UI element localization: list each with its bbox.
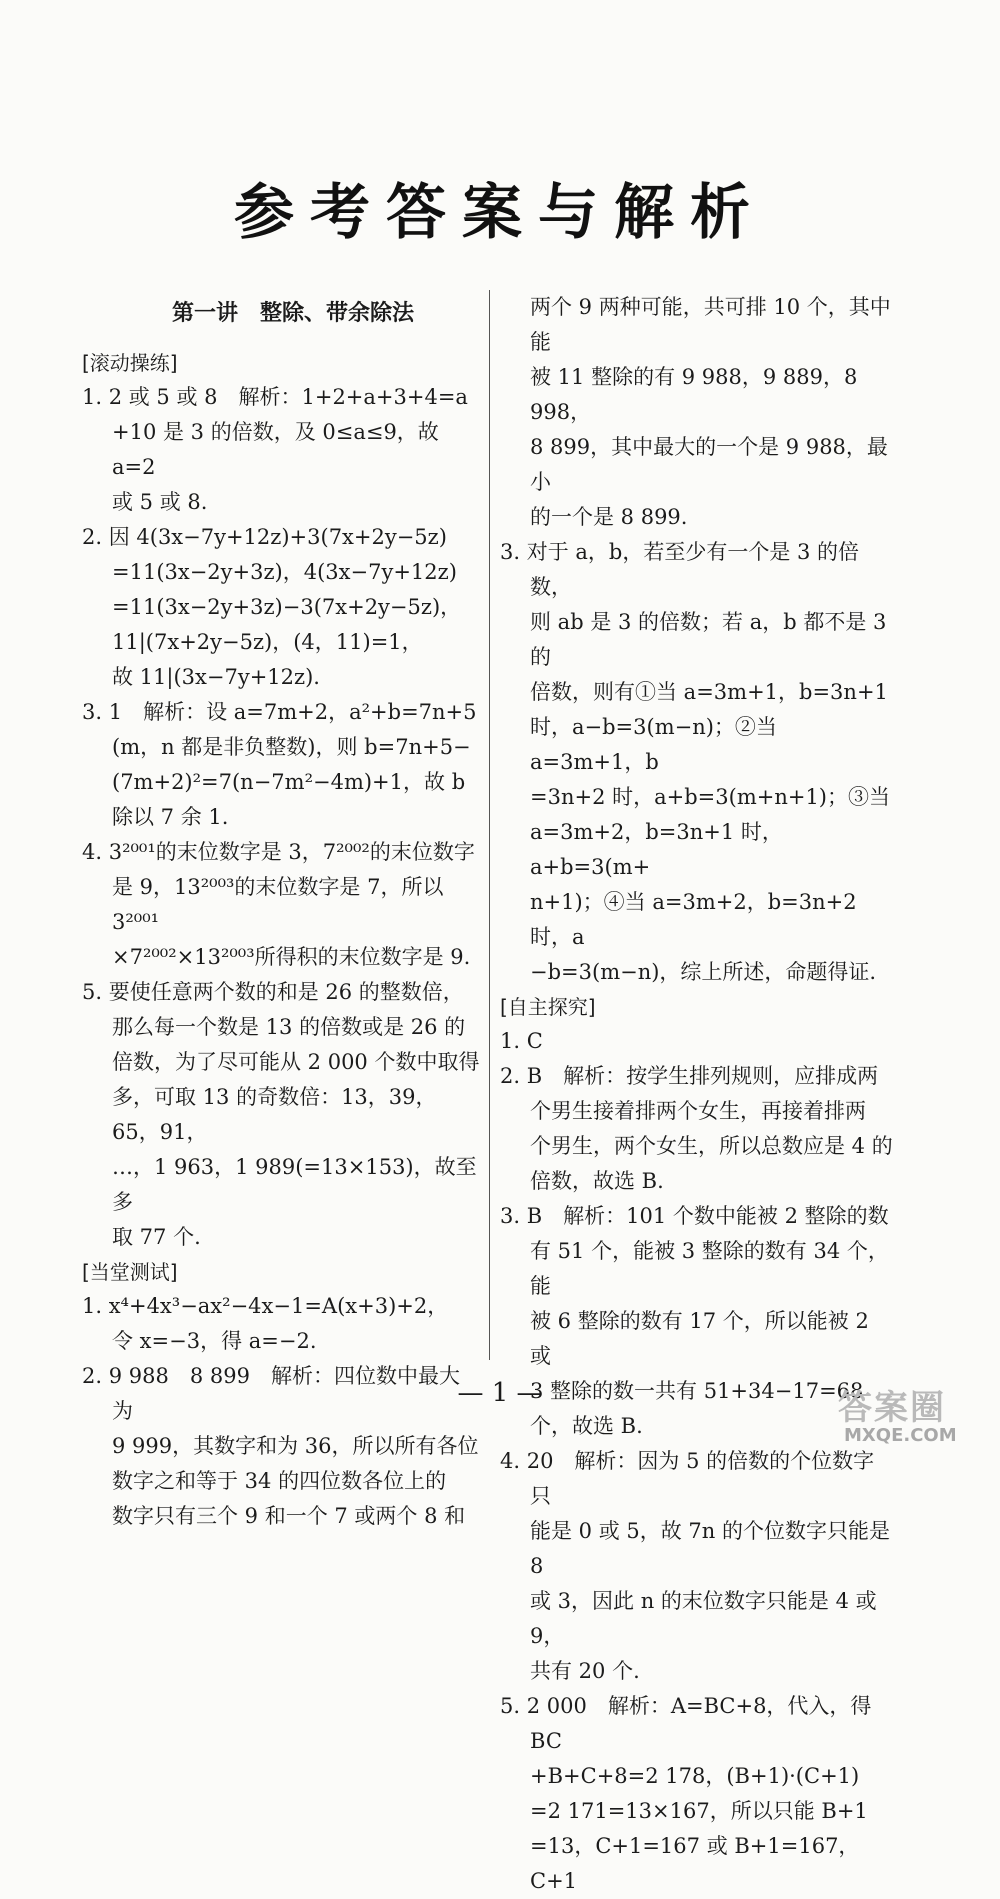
answer-item (500, 1059, 895, 1199)
answer-line: (7m+2)²=7(n−7m²−4m)+1，故 b (112, 770, 466, 794)
answer-line-first: 1. C (500, 1029, 543, 1053)
watermark-text: 答案圈 (838, 1388, 946, 1428)
left-column (82, 290, 480, 1534)
answer-line: 倍数，故选 B. (530, 1169, 664, 1193)
section-heading-rolling-practice: [滚动操练] (82, 351, 178, 375)
answer-line-first: 1. 2 或 5 或 8 解析：1+2+a+3+4=a (82, 385, 468, 409)
answer-line: +B+C+8=2 178，(B+1)·(C+1) (530, 1764, 860, 1788)
answer-line-first: 5. 要使任意两个数的和是 26 的整数倍， (82, 980, 464, 1004)
answer-list-self-exploration (500, 1024, 895, 1899)
answer-line: n+1)；④当 a=3m+2，b=3n+2 时，a (530, 890, 857, 949)
answer-line: 8 899，其中最大的一个是 9 988，最小 (530, 435, 888, 494)
answer-line: 被 6 整除的数有 17 个，所以能被 2 或 (530, 1309, 869, 1368)
answer-item (82, 380, 480, 520)
answer-line: 故 11|(3x−7y+12z). (112, 665, 320, 689)
answer-line: 两个 9 两种可能，共可排 10 个，其中能 (530, 295, 891, 354)
section-heading-self-exploration: [自主探究] (500, 995, 596, 1019)
answer-line-first: 3. 1 解析：设 a=7m+2，a²+b=7n+5 (82, 700, 477, 724)
answer-item (500, 1024, 895, 1059)
answer-item (82, 695, 480, 835)
answer-line: 11|(7x+2y−5z)，(4，11)=1， (112, 630, 423, 654)
answer-line: 个男生，两个女生，所以总数应是 4 的 (530, 1134, 893, 1158)
page-number: — 1 — (457, 1378, 543, 1408)
answer-line: 的一个是 8 899. (530, 505, 688, 529)
answer-line: 倍数，为了尽可能从 2 000 个数中取得 (112, 1050, 480, 1074)
answer-line: 是 9，13²⁰⁰³的末位数字是 7，所以 3²⁰⁰¹ (112, 875, 444, 934)
answer-line-first: 4. 20 解析：因为 5 的倍数的个位数字只 (500, 1449, 875, 1508)
answer-line: =11(3x−2y+3z)−3(7x+2y−5z)， (112, 595, 462, 619)
answer-line: 个男生接着排两个女生，再接着排两 (530, 1099, 866, 1123)
answer-line: =2 171=13×167，所以只能 B+1 (530, 1799, 868, 1823)
answer-line: 被 11 整除的有 9 988，9 889，8 998， (530, 365, 858, 424)
answer-line: 令 x=−3，得 a=−2. (112, 1329, 317, 1353)
answer-line: =11(3x−2y+3z)，4(3x−7y+12z) (112, 560, 457, 584)
answer-line: 个，故选 B. (530, 1414, 643, 1438)
answer-line: 则 ab 是 3 的倍数；若 a，b 都不是 3 的 (530, 610, 887, 669)
answer-line: 或 5 或 8. (112, 490, 208, 514)
answer-line: 3 整除的数一共有 51+34−17=68 (530, 1379, 864, 1403)
answer-item (500, 1689, 895, 1899)
answer-line: 9 999，其数字和为 36，所以所有各位 (112, 1434, 479, 1458)
answer-line-first: 3. B 解析：101 个数中能被 2 整除的数 (500, 1204, 889, 1228)
answer-line: =13，C+1=167 或 B+1=167，C+1 (530, 1834, 860, 1893)
continued-answer (500, 290, 895, 535)
answer-line: 取 77 个. (112, 1225, 201, 1249)
answer-line: 共有 20 个. (530, 1659, 640, 1683)
answer-line-first: 2. 9 988 8 899 解析：四位数中最大为 (82, 1364, 460, 1423)
answer-line: +10 是 3 的倍数，及 0≤a≤9，故 a=2 (112, 420, 439, 479)
answer-item (500, 1444, 895, 1689)
answer-line: =3n+2 时，a+b=3(m+n+1)；③当 (530, 785, 891, 809)
answer-line: 能是 0 或 5，故 7n 的个位数字只能是 8 (530, 1519, 890, 1578)
answer-line: 3. 对于 a，b，若至少有一个是 3 的倍数， (500, 540, 860, 599)
answer-list-rolling-practice (82, 380, 480, 1255)
watermark-logo (838, 1390, 988, 1448)
answer-list-class-test (82, 1289, 480, 1534)
answer-item (82, 1289, 480, 1359)
answer-line-first: 1. x⁴+4x³−ax²−4x−1=A(x+3)+2， (82, 1294, 449, 1318)
answer-line: 或 3，因此 n 的末位数字只能是 4 或 9， (530, 1589, 877, 1648)
answer-line: 数字只有三个 9 和一个 7 或两个 8 和 (112, 1504, 466, 1528)
answer-line: 时，a−b=3(m−n)；②当 a=3m+1，b (530, 715, 777, 774)
answer-line: 多，可取 13 的奇数倍：13，39，65，91， (112, 1085, 437, 1144)
page-title: 参考答案与解析 (234, 178, 766, 248)
answer-item-3 (500, 535, 895, 990)
answer-line: (m，n 都是非负整数)，则 b=7n+5− (112, 735, 471, 759)
lecture-title: 第一讲 整除、带余除法 (171, 301, 414, 326)
right-column (500, 290, 895, 1899)
answer-line: ×7²⁰⁰²×13²⁰⁰³所得积的末位数字是 9. (112, 945, 471, 969)
answer-line: 除以 7 余 1. (112, 805, 229, 829)
answer-item (82, 975, 480, 1255)
answer-line-first: 4. 3²⁰⁰¹的末位数字是 3，7²⁰⁰²的末位数字 (82, 840, 475, 864)
answer-line: 倍数，则有①当 a=3m+1，b=3n+1 (530, 680, 888, 704)
watermark-url: MXQE.COM (844, 1425, 957, 1446)
answer-line-first: 5. 2 000 解析：A=BC+8，代入，得 BC (500, 1694, 872, 1753)
answer-line: 有 51 个，能被 3 整除的数有 34 个，能 (530, 1239, 889, 1298)
answer-line-first: 2. B 解析：按学生排列规则，应排成两 (500, 1064, 879, 1088)
answer-line-first: 2. 因 4(3x−7y+12z)+3(7x+2y−5z) (82, 525, 447, 549)
answer-line: …，1 963，1 989(=13×153)，故至多 (112, 1155, 477, 1214)
section-heading-class-test: [当堂测试] (82, 1260, 178, 1284)
answer-line: a=3m+2，b=3n+1 时，a+b=3(m+ (530, 820, 783, 879)
answer-line: −b=3(m−n)，综上所述，命题得证. (530, 960, 877, 984)
answer-item (82, 520, 480, 695)
answer-line: 那么每一个数是 13 的倍数或是 26 的 (112, 1015, 466, 1039)
column-divider (489, 290, 490, 1360)
answer-item (82, 835, 480, 975)
answer-line: 数字之和等于 34 的四位数各位上的 (112, 1469, 447, 1493)
